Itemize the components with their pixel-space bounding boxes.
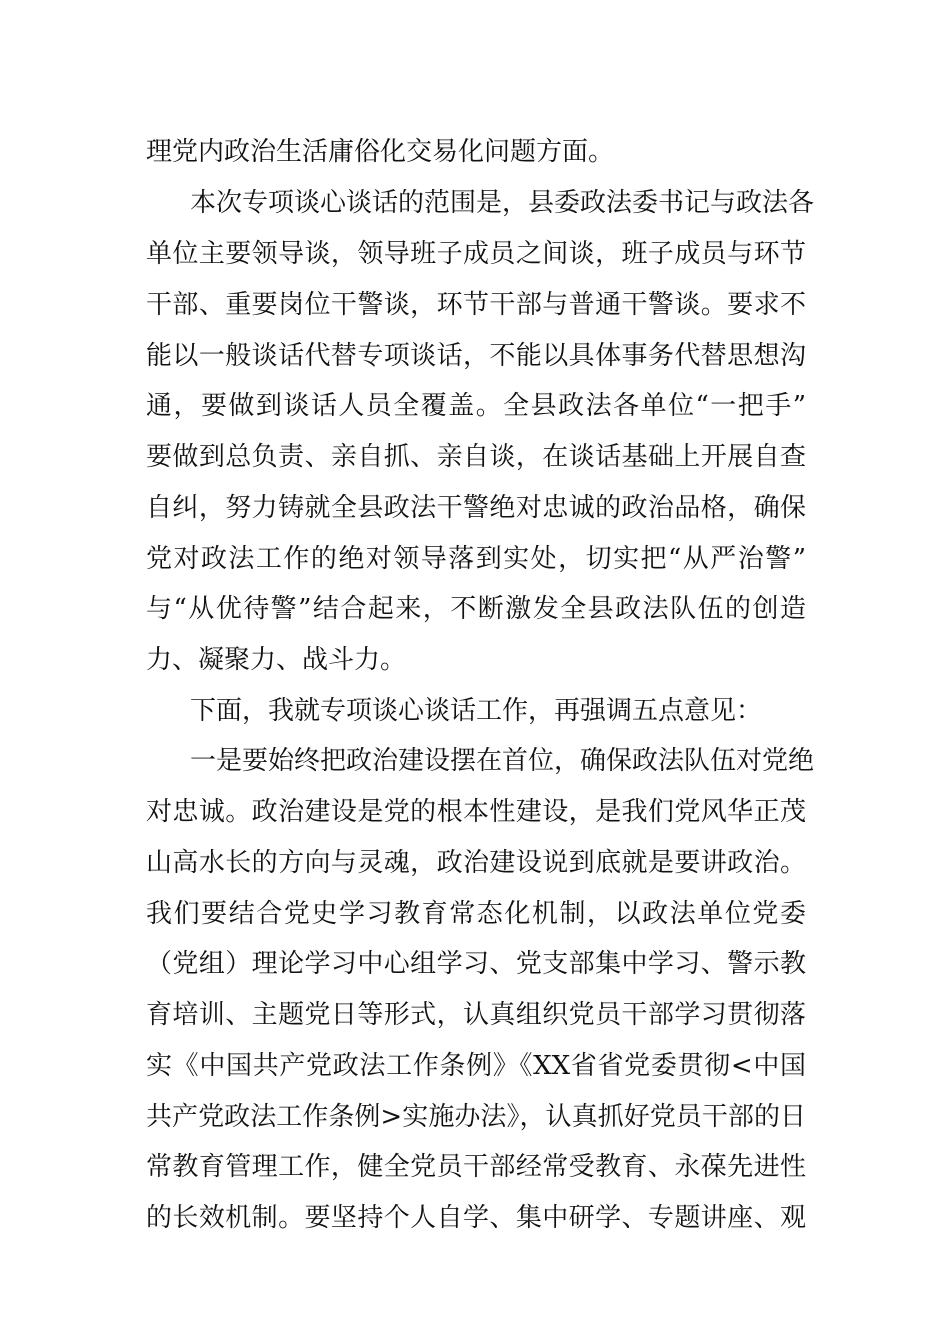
text-line: 与“从优待警”结合起来，不断激发全县政法队伍的创造	[146, 594, 806, 624]
text-line: 的长效机制。要坚持个人自学、集中研学、专题讲座、观	[146, 1203, 806, 1233]
text-line: 通，要做到谈话人员全覆盖。全县政法各单位“一把手”	[146, 391, 806, 421]
text-line: 自纠，努力铸就全县政法干警绝对忠诚的政治品格，确保	[146, 493, 806, 523]
text-line: 本次专项谈心谈话的范围是，县委政法委书记与政法各	[190, 188, 815, 218]
text-line: 下面，我就专项谈心谈话工作，再强调五点意见：	[190, 696, 763, 726]
text-line: 育培训、主题党日等形式，认真组织党员干部学习贯彻落	[146, 1000, 806, 1030]
text-line: 共产党政法工作条例>实施办法》，认真抓好党员干部的日	[146, 1102, 806, 1132]
text-line: 一是要始终把政治建设摆在首位，确保政法队伍对党绝	[190, 746, 815, 776]
text-line: 干部、重要岗位干警谈，环节干部与普通干警谈。要求不	[146, 290, 806, 320]
text-line: （党组）理论学习中心组学习、党支部集中学习、警示教	[146, 949, 806, 979]
text-line: 单位主要领导谈，领导班子成员之间谈，班子成员与环节	[146, 239, 806, 269]
text-line: 要做到总负责、亲自抓、亲自谈，在谈话基础上开展自查	[146, 442, 806, 472]
text-line: 能以一般谈话代替专项谈话，不能以具体事务代替思想沟	[146, 341, 806, 371]
text-line: 我们要结合党史学习教育常态化机制，以政法单位党委	[146, 899, 806, 929]
text-line: 对忠诚。政治建设是党的根本性建设，是我们党风华正茂	[146, 797, 806, 827]
text-line: 山高水长的方向与灵魂，政治建设说到底就是要讲政治。	[146, 848, 806, 878]
text-line: 党对政法工作的绝对领导落到实处，切实把“从严治警”	[146, 544, 806, 574]
text-line: 常教育管理工作，健全党员干部经常受教育、永葆先进性	[146, 1152, 806, 1182]
text-line: 实《中国共产党政法工作条例》《XX省省党委贯彻<中国	[146, 1051, 806, 1081]
text-line: 理党内政治生活庸俗化交易化问题方面。	[146, 137, 615, 167]
text-line: 力、凝聚力、战斗力。	[146, 645, 407, 675]
